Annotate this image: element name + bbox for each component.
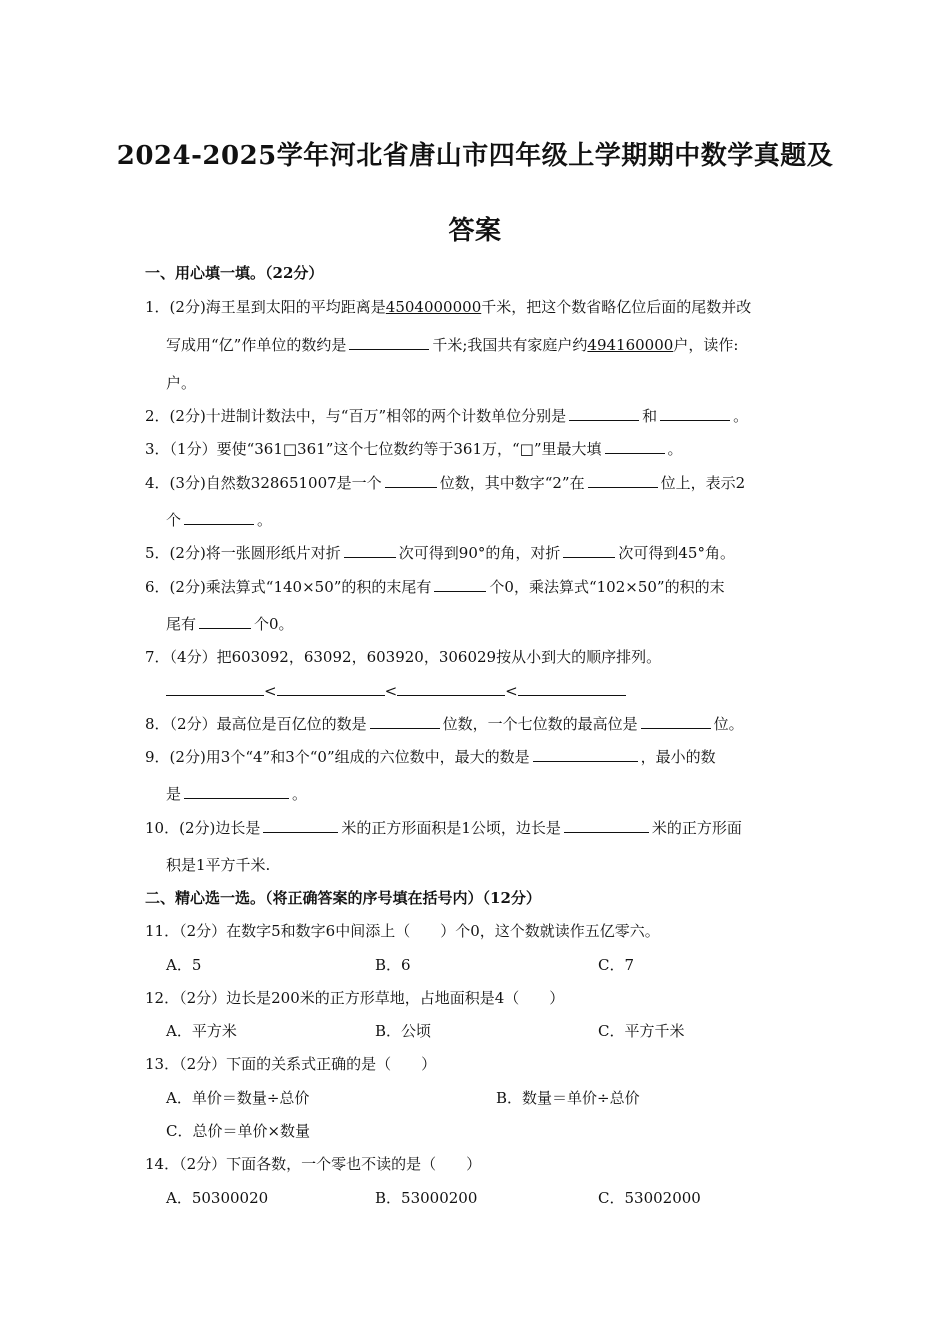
question-1-line2 bbox=[166, 335, 738, 355]
question-7-order-blanks bbox=[166, 681, 626, 701]
page-title-line1: 2024-2025学年河北省唐山市四年级上学期期中数学真题及 bbox=[116, 141, 834, 171]
q10-text: 米的正方形面 bbox=[651, 819, 742, 837]
answer-blank[interactable] bbox=[533, 747, 638, 762]
option-b[interactable]: B．公顷 bbox=[375, 1022, 432, 1040]
q8-text: 位数，一个七位数的最高位是 bbox=[442, 715, 638, 733]
option-b[interactable]: B．53000200 bbox=[375, 1189, 478, 1207]
q6-text: 个0，乘法算式“102×50”的积的末 bbox=[489, 578, 725, 596]
q1-text: 千米，把这个数省略亿位后面的尾数并改 bbox=[481, 298, 752, 316]
question-1-line3: 户。 bbox=[166, 374, 197, 392]
answer-blank[interactable] bbox=[385, 473, 437, 488]
q10-text: 米的正方形面积是1公顷，边长是 bbox=[341, 819, 561, 837]
q4-text: 位上，表示2 bbox=[660, 474, 746, 492]
question-5 bbox=[145, 543, 735, 563]
q4-text: 个 bbox=[166, 511, 182, 529]
q4-text: 位数，其中数字“2”在 bbox=[439, 474, 585, 492]
option-a[interactable]: A．5 bbox=[166, 956, 202, 974]
q1-text: 千米;我国共有家庭户约 bbox=[432, 336, 588, 354]
less-than-sign: < bbox=[264, 682, 277, 700]
answer-blank[interactable] bbox=[518, 681, 626, 696]
answer-blank[interactable] bbox=[563, 543, 615, 558]
question-8 bbox=[145, 714, 744, 734]
q6-text: 尾有 bbox=[166, 615, 197, 633]
section-heading-fill: 一、用心填一填。（22分） bbox=[145, 264, 324, 282]
q9-text: 是 bbox=[166, 785, 182, 803]
answer-blank[interactable] bbox=[344, 543, 396, 558]
question-12: 12．（2分）边长是200米的正方形草地，占地面积是4（ ） bbox=[145, 989, 565, 1007]
q4-text: 。 bbox=[257, 511, 273, 529]
q9-text: 。 bbox=[292, 785, 308, 803]
q3-text: 。 bbox=[667, 440, 683, 458]
question-2 bbox=[145, 406, 748, 426]
question-1-line1 bbox=[145, 297, 751, 317]
q8-text: 8．（2分）最高位是百亿位的数是 bbox=[145, 715, 367, 733]
option-c[interactable]: C．53002000 bbox=[598, 1189, 701, 1207]
q3-text: 3．（1分）要使“361□361”这个七位数约等于361万，“□”里最大填 bbox=[145, 440, 602, 458]
q5-text: 次可得到45°角。 bbox=[618, 544, 735, 562]
answer-blank[interactable] bbox=[277, 681, 385, 696]
q10-text: 10．(2分)边长是 bbox=[145, 819, 261, 837]
question-10-line2: 积是1平方千米. bbox=[166, 856, 271, 874]
q5-text: 5．(2分)将一张圆形纸片对折 bbox=[145, 544, 341, 562]
option-a[interactable]: A．50300020 bbox=[166, 1189, 269, 1207]
answer-blank[interactable] bbox=[263, 818, 338, 833]
question-4-line1 bbox=[145, 473, 745, 493]
answer-blank[interactable] bbox=[605, 439, 665, 454]
option-a[interactable]: A．平方米 bbox=[166, 1022, 237, 1040]
question-6-line2 bbox=[166, 614, 294, 634]
answer-blank[interactable] bbox=[660, 406, 730, 421]
q2-text: 2．(2分)十进制计数法中，与“百万”相邻的两个计数单位分别是 bbox=[145, 407, 567, 425]
answer-blank[interactable] bbox=[199, 614, 251, 629]
option-c[interactable]: C．平方千米 bbox=[598, 1022, 685, 1040]
option-a[interactable]: A．单价＝数量÷总价 bbox=[166, 1089, 310, 1107]
question-10-line1 bbox=[145, 818, 742, 838]
less-than-sign: < bbox=[505, 682, 518, 700]
option-c[interactable]: C．总价＝单价×数量 bbox=[166, 1122, 311, 1140]
q6-text: 个0。 bbox=[254, 615, 294, 633]
answer-blank[interactable] bbox=[569, 406, 639, 421]
answer-blank[interactable] bbox=[370, 714, 440, 729]
answer-blank[interactable] bbox=[564, 818, 649, 833]
option-c[interactable]: C．7 bbox=[598, 956, 635, 974]
answer-blank[interactable] bbox=[434, 577, 486, 592]
option-b[interactable]: B．6 bbox=[375, 956, 411, 974]
q1-text: 户，读作: bbox=[673, 336, 739, 354]
q9-text: ，最小的数 bbox=[640, 748, 716, 766]
question-11: 11．（2分）在数字5和数字6中间添上（ ）个0，这个数就读作五亿零六。 bbox=[145, 922, 660, 940]
answer-blank[interactable] bbox=[184, 510, 254, 525]
answer-blank[interactable] bbox=[166, 681, 264, 696]
option-b[interactable]: B．数量＝单价÷总价 bbox=[496, 1089, 640, 1107]
q9-text: 9．(2分)用3个“4”和3个“0”组成的六位数中，最大的数是 bbox=[145, 748, 530, 766]
q6-text: 6．(2分)乘法算式“140×50”的积的末尾有 bbox=[145, 578, 432, 596]
question-3 bbox=[145, 439, 683, 459]
q1-text: 1．(2分)海王星到太阳的平均距离是 bbox=[145, 298, 386, 316]
page-title-line2: 答案 bbox=[448, 216, 502, 246]
q5-text: 次可得到90°的角，对折 bbox=[398, 544, 561, 562]
q1-number: 4504000000 bbox=[385, 298, 482, 316]
question-14: 14．（2分）下面各数，一个零也不读的是（ ） bbox=[145, 1155, 482, 1173]
q1-number: 494160000 bbox=[587, 336, 674, 354]
answer-blank[interactable] bbox=[349, 335, 429, 350]
q1-text: 写成用“亿”作单位的数约是 bbox=[166, 336, 347, 354]
question-6-line1 bbox=[145, 577, 725, 597]
answer-blank[interactable] bbox=[397, 681, 505, 696]
q8-text: 位。 bbox=[713, 715, 744, 733]
q2-text: 和 bbox=[642, 407, 658, 425]
answer-blank[interactable] bbox=[184, 784, 289, 799]
question-4-line2 bbox=[166, 510, 272, 530]
q4-text: 4．(3分)自然数328651007是一个 bbox=[145, 474, 382, 492]
question-9-line1 bbox=[145, 747, 716, 767]
question-13: 13．（2分）下面的关系式正确的是（ ） bbox=[145, 1055, 437, 1073]
question-9-line2 bbox=[166, 784, 307, 804]
question-7: 7．（4分）把603092，63092，603920，306029按从小到大的顺序排列。 bbox=[145, 648, 662, 666]
answer-blank[interactable] bbox=[641, 714, 711, 729]
less-than-sign: < bbox=[384, 682, 398, 700]
section-heading-choice: 二、精心选一选。（将正确答案的序号填在括号内）（12分） bbox=[145, 889, 541, 907]
q2-text: 。 bbox=[733, 407, 749, 425]
answer-blank[interactable] bbox=[588, 473, 658, 488]
